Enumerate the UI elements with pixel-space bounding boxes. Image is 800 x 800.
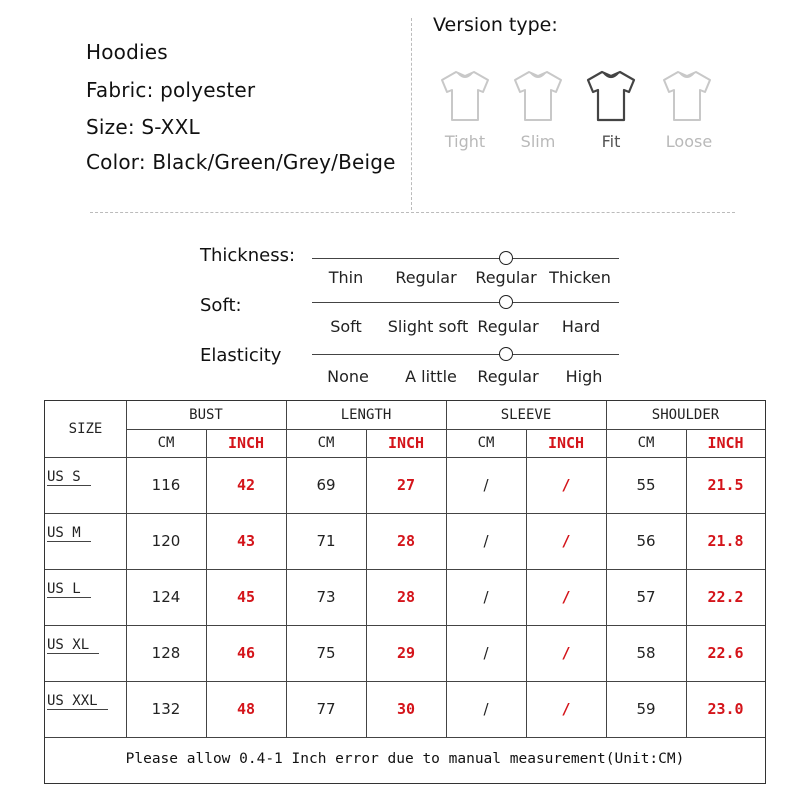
bust-cm-cell: 124: [151, 588, 181, 606]
product-name: Hoodies: [86, 40, 168, 64]
scale-label: Elasticity: [200, 345, 282, 366]
sleeve-cm-cell: /: [483, 700, 489, 718]
scale-option: Hard: [561, 317, 601, 336]
shoulder-inch-cell: 21.5: [707, 476, 744, 494]
size-cell: [45, 681, 126, 737]
unit-inch: INCH: [547, 434, 585, 452]
tshirt-icon: [582, 66, 640, 124]
unit-cm: CM: [317, 435, 335, 451]
tshirt-icon: [509, 66, 567, 124]
length-cm-cell: 69: [316, 476, 336, 494]
scale-option: Thicken: [549, 268, 611, 287]
bust-inch-cell: 43: [236, 532, 256, 550]
size-label: US L: [47, 581, 91, 598]
length-cm-cell: 77: [316, 700, 336, 718]
unit-inch: INCH: [227, 434, 265, 452]
version-option-loose: Loose: [665, 132, 713, 151]
bust-inch-cell: 46: [236, 644, 256, 662]
sleeve-cm-cell: /: [483, 644, 489, 662]
sleeve-cm-cell: /: [483, 588, 489, 606]
length-inch-cell: 29: [396, 644, 416, 662]
bust-cm-cell: 132: [151, 700, 181, 718]
sleeve-inch-cell: /: [561, 644, 571, 662]
scale-label: Soft:: [200, 295, 242, 316]
length-cm-cell: 75: [316, 644, 336, 662]
scale-option: Regular: [475, 268, 537, 287]
fabric-spec: Fabric: polyester: [86, 78, 256, 102]
scale-option: Regular: [395, 268, 457, 287]
size-cell: [45, 457, 126, 513]
version-option-tight: Tight: [444, 132, 486, 151]
shoulder-cm-cell: 55: [636, 476, 656, 494]
size-cell: [45, 513, 126, 569]
shoulder-cm-cell: 56: [636, 532, 656, 550]
size-spec: Size: S-XXL: [86, 115, 200, 139]
sleeve-inch-cell: /: [561, 700, 571, 718]
scale-option: Thin: [328, 268, 364, 287]
length-inch-cell: 28: [396, 588, 416, 606]
scale-option: A little: [405, 367, 457, 386]
measurement-note: Please allow 0.4-1 Inch error due to manual measurement(Unit:CM): [125, 751, 685, 767]
scale-option: Soft: [330, 317, 362, 336]
scale-marker: [499, 295, 513, 309]
tshirt-icon: [436, 66, 494, 124]
unit-cm: CM: [157, 435, 175, 451]
size-cell: [45, 625, 126, 681]
length-cm-cell: 73: [316, 588, 336, 606]
unit-cm: CM: [477, 435, 495, 451]
length-cm-cell: 71: [316, 532, 336, 550]
horizontal-divider: [90, 212, 735, 213]
scale-option: Regular: [477, 367, 539, 386]
shoulder-inch-cell: 21.8: [707, 532, 744, 550]
size-table: [44, 400, 766, 784]
group-header-sleeve: SLEEVE: [500, 407, 552, 423]
shoulder-inch-cell: 23.0: [707, 700, 744, 718]
scale-marker: [499, 251, 513, 265]
scale-track: [312, 354, 619, 355]
version-option-slim: Slim: [520, 132, 556, 151]
sleeve-cm-cell: /: [483, 476, 489, 494]
size-label: US XXL: [47, 693, 108, 710]
group-header-shoulder: SHOULDER: [651, 407, 720, 423]
unit-cm: CM: [637, 435, 655, 451]
shoulder-inch-cell: 22.6: [707, 644, 744, 662]
shoulder-cm-cell: 58: [636, 644, 656, 662]
version-option-fit: Fit: [601, 132, 621, 151]
shoulder-cm-cell: 59: [636, 700, 656, 718]
size-header: SIZE: [68, 421, 103, 437]
bust-inch-cell: 42: [236, 476, 256, 494]
length-inch-cell: 30: [396, 700, 416, 718]
table-rule: [45, 737, 765, 738]
size-cell: [45, 569, 126, 625]
tshirt-icon: [658, 66, 716, 124]
size-label: US M: [47, 525, 91, 542]
unit-inch: INCH: [707, 434, 744, 452]
bust-cm-cell: 120: [151, 532, 181, 550]
scale-track: [312, 302, 619, 303]
scale-option: Regular: [477, 317, 539, 336]
group-header-bust: BUST: [189, 407, 223, 423]
length-inch-cell: 28: [396, 532, 416, 550]
bust-cm-cell: 116: [151, 476, 181, 494]
version-type-title: Version type:: [433, 14, 558, 36]
sleeve-inch-cell: /: [561, 532, 571, 550]
group-header-length: LENGTH: [340, 407, 392, 423]
unit-inch: INCH: [387, 434, 425, 452]
vertical-divider: [411, 18, 412, 210]
scale-marker: [499, 347, 513, 361]
scale-option: None: [327, 367, 369, 386]
sleeve-inch-cell: /: [561, 476, 571, 494]
color-spec: Color: Black/Green/Grey/Beige: [86, 150, 396, 174]
scale-label: Thickness:: [200, 245, 296, 266]
shoulder-cm-cell: 57: [636, 588, 656, 606]
size-label: US XL: [47, 637, 99, 654]
sleeve-cm-cell: /: [483, 532, 489, 550]
sleeve-inch-cell: /: [561, 588, 571, 606]
bust-inch-cell: 48: [236, 700, 256, 718]
scale-track: [312, 258, 619, 259]
bust-inch-cell: 45: [236, 588, 256, 606]
length-inch-cell: 27: [396, 476, 416, 494]
scale-option: High: [565, 367, 603, 386]
size-label: US S: [47, 469, 91, 486]
bust-cm-cell: 128: [151, 644, 181, 662]
scale-option: Slight soft: [387, 317, 469, 336]
shoulder-inch-cell: 22.2: [707, 588, 744, 606]
